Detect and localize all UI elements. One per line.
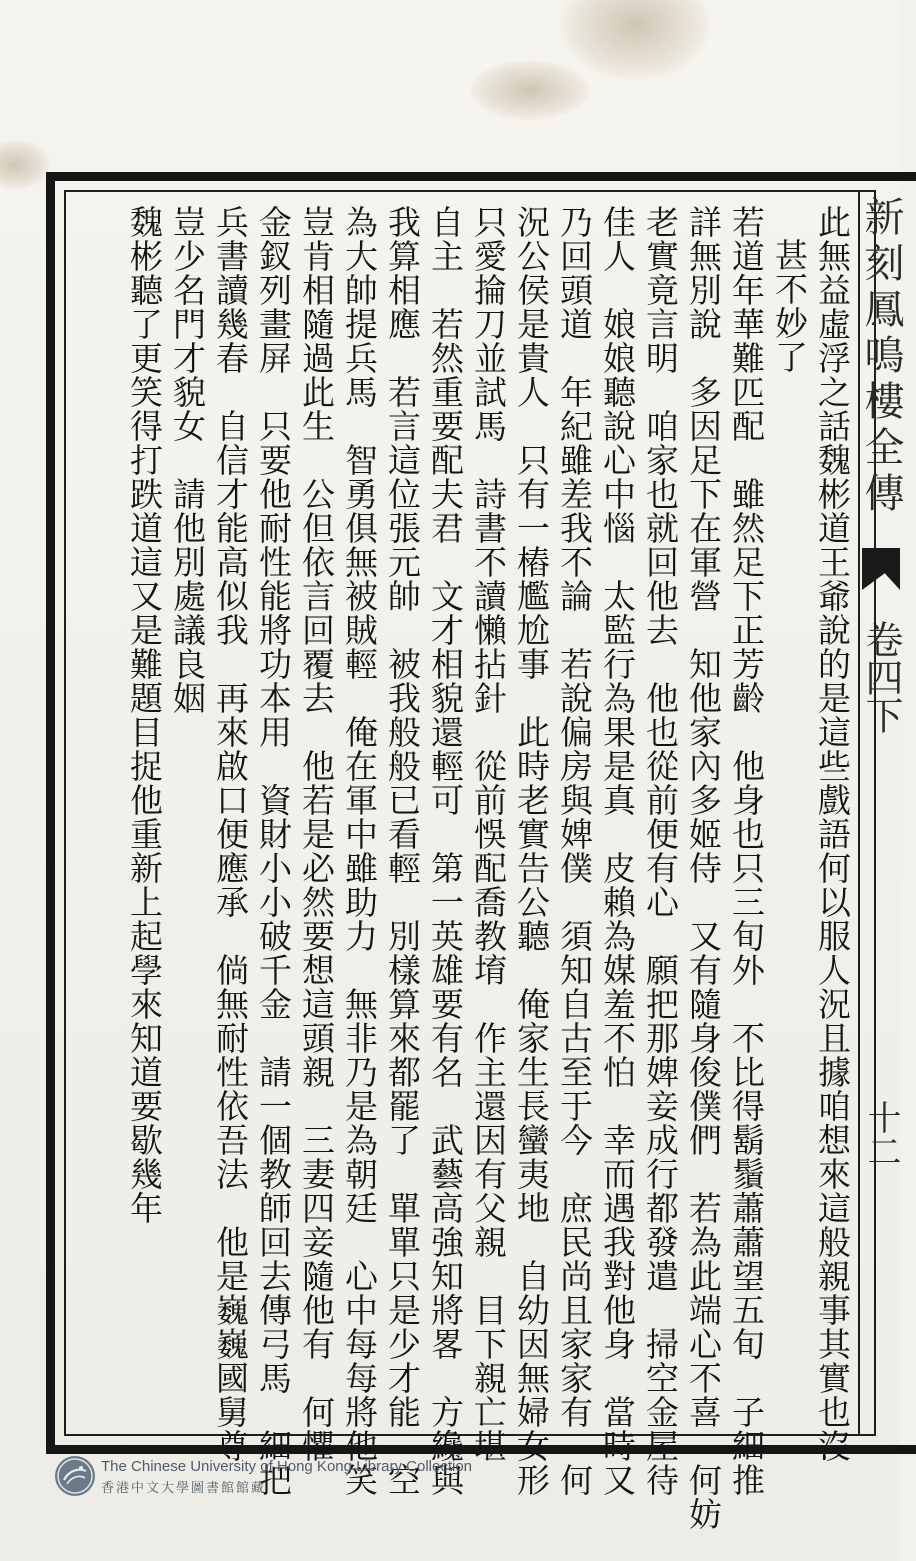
page-number: 十二 [861, 1100, 901, 1168]
collection-name-en: The Chinese University of Hong Kong Library Collection [101, 1458, 473, 1475]
text-column: 詳無別說 多因足下在軍營 知他家內多姬侍 又有隨身俊僕們 若為此端心不喜 何妨 [684, 205, 723, 1531]
text-column: 況公侯是貴人 只有一樁尷尬事 此時老實告公聽 俺家生長蠻夷地 自幼因無婦女形 [512, 205, 551, 1497]
text-column: 自主 若然重要配夫君 文才相貌還輕可 第一英雄要有名 武藝高強知將畧 方纔與 [426, 205, 465, 1497]
text-column: 此無益虛浮之話魏彬道王爺說的是這些戲語何以服人況且據咱想來這般親事其實也沒 [813, 205, 852, 1463]
text-column: 兵書讀幾春 自信才能高似我 再來啟口便應承 倘無耐性依吾法 他是巍巍國舅尊 [211, 205, 250, 1463]
text-column: 老實竟言明 咱家也就回他去 他也從前便有心 願把那婢妾成行都發遣 掃空金屋待 [641, 205, 680, 1497]
book-title: 新刻鳳鳴樓全傳 [858, 196, 904, 518]
paper-stain [0, 140, 50, 190]
text-column: 魏彬聽了更笑得打跌道這又是難題目捉他重新上起學來知道要歇幾年 [125, 205, 164, 1225]
text-column: 佳人 娘娘聽說心中惱 太監行為果是真 皮賴為媒羞不怕 幸而遇我對他身 當時又 [598, 205, 637, 1497]
paper-stain [470, 60, 590, 120]
text-column: 為大帥提兵馬 智勇俱無被賊輕 俺在軍中雖助力 無非乃是為朝廷 心中每每將他笑 [340, 205, 379, 1497]
collection-watermark [55, 1456, 575, 1500]
text-column: 甚不妙了 [770, 238, 809, 374]
volume-label: 卷四下 [859, 620, 903, 734]
collection-name-zh: 香港中文大學圖書館館藏 [101, 1481, 267, 1496]
text-column: 豈肯相隨過此生 公但依言回覆去 他若是必然要想這頭親 三妻四妾隨他有 何懼 [297, 205, 336, 1463]
text-column: 金釵列畫屏 只要他耐性能將功本用 資財小小破千金 請一個教師回去傳弓馬 細把 [254, 205, 293, 1497]
paper-stain [560, 0, 710, 80]
library-logo-icon [55, 1456, 95, 1496]
text-column: 乃回頭道 年紀雖差我不論 若說偏房與婢僕 須知自古至于今 庶民尚且家家有 何 [555, 205, 594, 1497]
text-column: 我算相應 若言這位張元帥 被我般般已看輕 別樣算來都罷了 單單只是少才能 空 [383, 205, 422, 1497]
text-column: 若道年華難匹配 雖然足下正芳齡 他身也只三旬外 不比得鬍鬚蕭蕭望五旬 子細推 [727, 205, 766, 1497]
text-column: 只愛掄刀並試馬 詩書不讀懶拈針 從前悞配喬教堉 作主還因有父親 目下親亡堪 [469, 205, 508, 1463]
text-column: 豈少名門才貌女 請他別處議良姻 [168, 205, 207, 715]
